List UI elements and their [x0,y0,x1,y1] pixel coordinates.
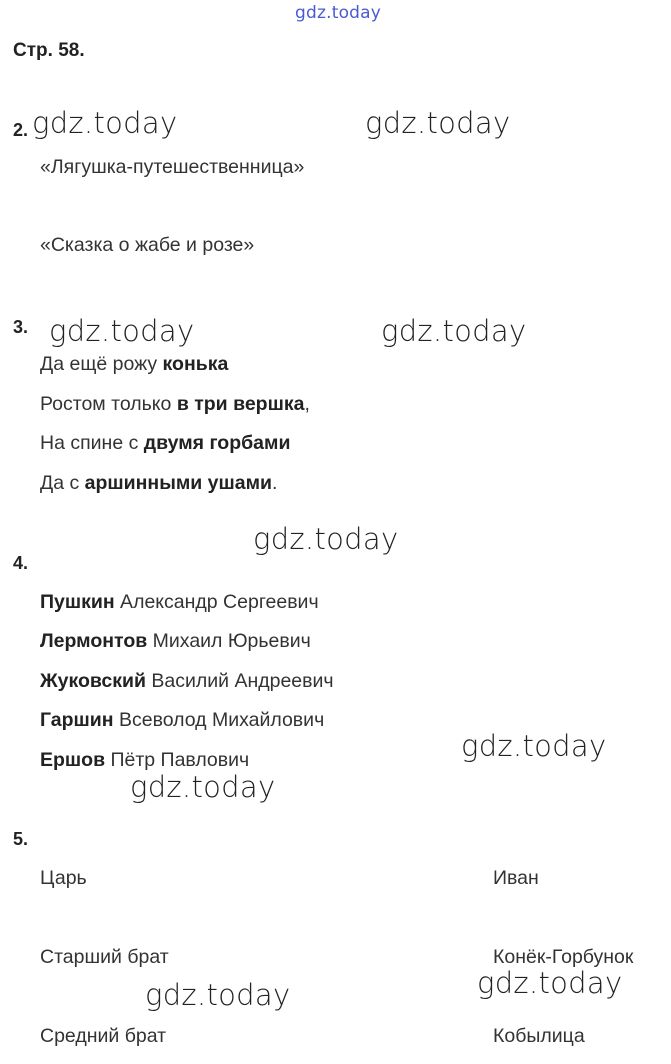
left-column-item: Средний брат [40,1025,167,1047]
watermark: gdz.today [381,314,527,348]
watermark: gdz.today [32,106,178,140]
watermark: gdz.today [145,978,291,1012]
task-2-number: 2. [13,120,29,140]
watermark: gdz.today [365,106,511,140]
right-column-item: Иван [493,867,539,889]
watermark-top: gdz.today [295,3,382,23]
author-line: Гаршин Всеволод Михайлович [40,709,325,731]
poem-line: На спине с двумя горбами [40,432,291,454]
watermark: gdz.today [253,522,399,556]
author-line: Жуковский Василий Андреевич [40,670,334,692]
watermark: gdz.today [477,966,623,1000]
poem-line: Да с аршинными ушами. [40,472,278,494]
author-line: Пушкин Александр Сергеевич [40,591,319,613]
right-column-item: Конёк-Горбунок [493,946,634,968]
author-line: Ершов Пётр Павлович [40,749,250,771]
task-2-line: «Сказка о жабе и розе» [40,234,255,256]
watermark: gdz.today [130,770,276,804]
task-4-number: 4. [13,553,29,573]
author-line: Лермонтов Михаил Юрьевич [40,630,311,652]
watermark: gdz.today [49,314,195,348]
right-column-item: Кобылица [493,1025,585,1047]
page-title: Стр. 58. [13,40,85,61]
poem-line: Да ещё рожу конька [40,353,229,375]
poem-line: Ростом только в три вершка, [40,393,310,415]
left-column-item: Царь [40,867,87,889]
watermark: gdz.today [461,729,607,763]
task-2-line: «Лягушка-путешественница» [40,156,305,178]
left-column-item: Старший брат [40,946,169,968]
task-5-number: 5. [13,829,29,849]
task-3-number: 3. [13,317,29,337]
